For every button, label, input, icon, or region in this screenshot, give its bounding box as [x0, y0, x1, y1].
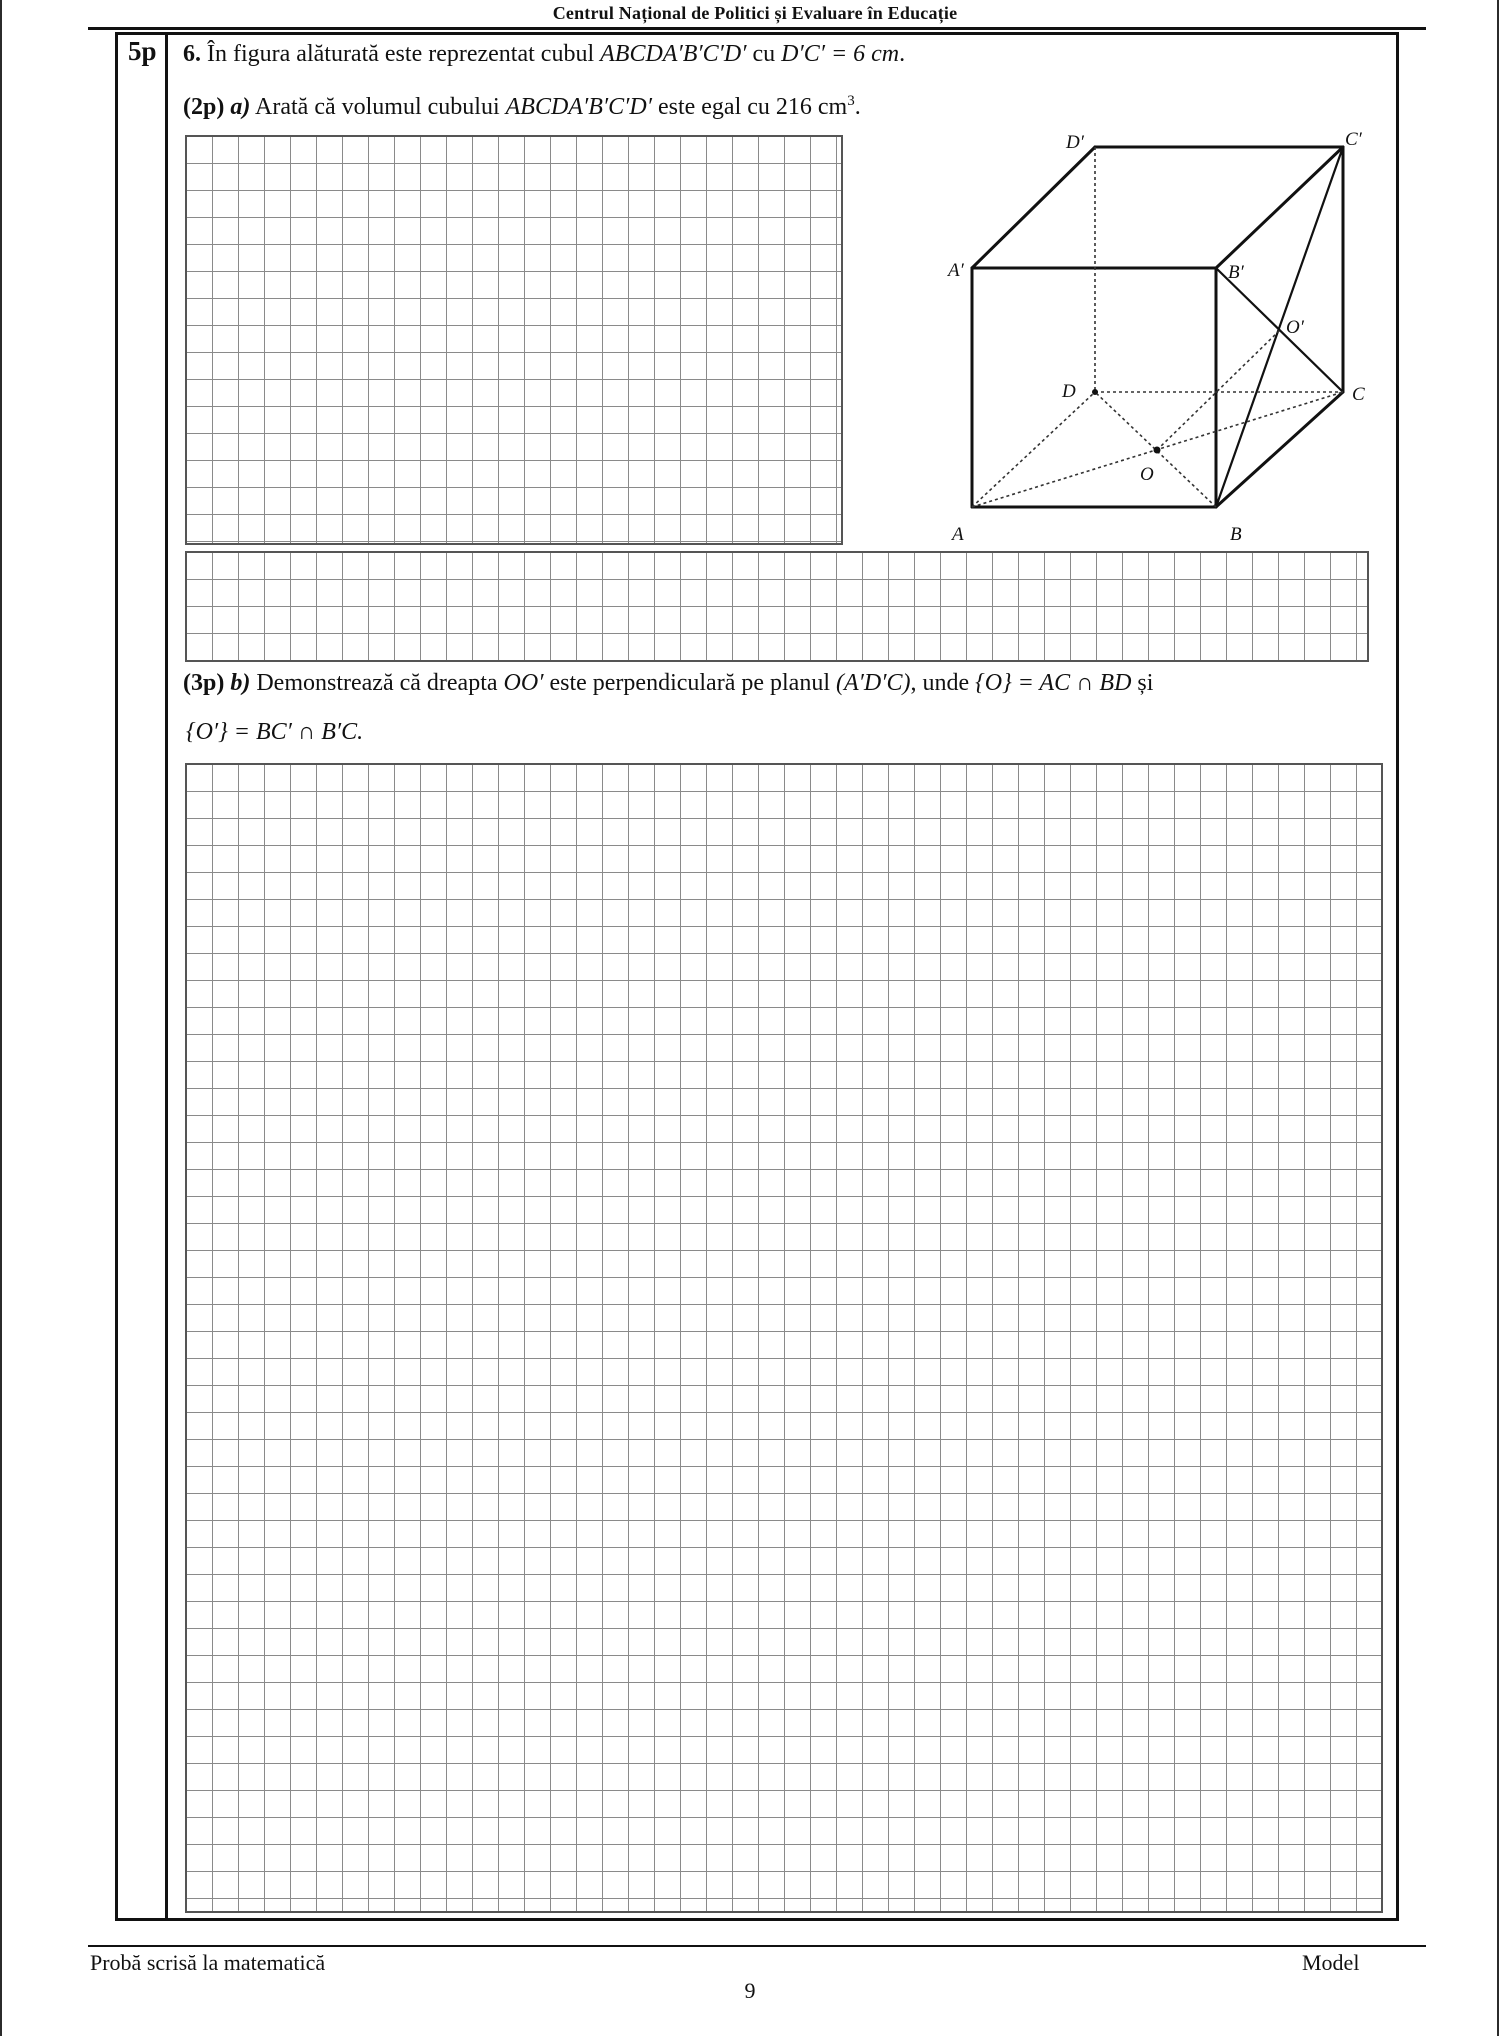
- footer-rule: [88, 1945, 1426, 1947]
- diagonal-BC1: [1216, 147, 1343, 507]
- label-A: A: [952, 524, 964, 545]
- part-b-condition-1: {O} = AC ∩ BD: [975, 670, 1132, 696]
- answer-grid-b[interactable]: [185, 763, 1383, 1913]
- label-B1: B′: [1228, 262, 1244, 283]
- page-right-edge: [1497, 0, 1499, 2036]
- problem-intro: [183, 41, 905, 68]
- part-a-statement: [183, 93, 861, 121]
- problem-number: 6.: [183, 41, 201, 67]
- part-b-text: Demonstrează că dreapta: [256, 670, 498, 696]
- footer-variant: Model: [1302, 1950, 1360, 1975]
- answer-grid-a-top[interactable]: [185, 135, 843, 545]
- part-a-text-after: este egal cu: [657, 94, 770, 120]
- header-rule: [88, 27, 1426, 30]
- intro-end: .: [899, 41, 906, 67]
- page-number: 9: [744, 1978, 756, 2003]
- part-b-conjunction: și: [1137, 670, 1154, 696]
- label-D: D: [1062, 381, 1076, 402]
- part-b-line-name: OO′: [503, 670, 544, 696]
- intro-text: În figura alăturată este reprezentat cubul: [207, 41, 595, 67]
- page-left-edge: [0, 0, 2, 2036]
- label-O1: O′: [1286, 317, 1304, 338]
- points-column-divider: [165, 32, 168, 1918]
- segment-OO1: [1157, 330, 1280, 450]
- label-C: C: [1352, 384, 1365, 405]
- part-a-cube-name: ABCDA′B′C′D′: [505, 94, 652, 120]
- intro-cube-name: ABCDA′B′C′D′: [600, 41, 747, 67]
- vertex-D-dot: [1092, 389, 1098, 395]
- part-b-text-middle: este perpendiculară pe planul: [549, 670, 830, 696]
- footer-subject: Probă scrisă la matematică: [90, 1950, 326, 1975]
- part-b-condition-2: {O′} = BC′ ∩ B′C.: [186, 719, 364, 745]
- point-O-dot: [1154, 447, 1161, 454]
- label-B: B: [1230, 524, 1242, 545]
- part-b-statement-2: [186, 719, 363, 746]
- part-a-exponent: 3: [847, 93, 855, 109]
- edge-A1D1: [972, 147, 1095, 268]
- problem-points: 5p: [128, 36, 157, 66]
- part-b-text-after: , unde: [910, 670, 970, 696]
- part-b-statement: [183, 670, 1153, 697]
- edge-AD: [972, 392, 1095, 507]
- label-O: O: [1140, 464, 1154, 485]
- part-a-label: a): [230, 94, 251, 120]
- part-a-value: 216 cm: [775, 94, 848, 120]
- cube-figure: [940, 125, 1400, 550]
- label-A1: A′: [948, 260, 964, 281]
- part-b-points: (3p): [183, 670, 225, 696]
- label-D1: D′: [1066, 132, 1084, 153]
- edge-B1C1: [1216, 147, 1343, 268]
- intro-given: D′C′ = 6 cm: [781, 41, 900, 67]
- edge-BC: [1216, 392, 1343, 507]
- header-institution: Centrul Național de Politici și Evaluare în Educație: [552, 3, 958, 23]
- intro-connector: cu: [752, 41, 776, 67]
- part-a-text: Arată că volumul cubului: [255, 94, 500, 120]
- part-a-points: (2p): [183, 94, 225, 120]
- part-b-plane: (A′D′C): [836, 670, 911, 696]
- answer-grid-a-bottom[interactable]: [185, 551, 1369, 662]
- label-C1: C′: [1345, 129, 1362, 150]
- part-a-end: .: [854, 94, 861, 120]
- part-b-label: b): [230, 670, 251, 696]
